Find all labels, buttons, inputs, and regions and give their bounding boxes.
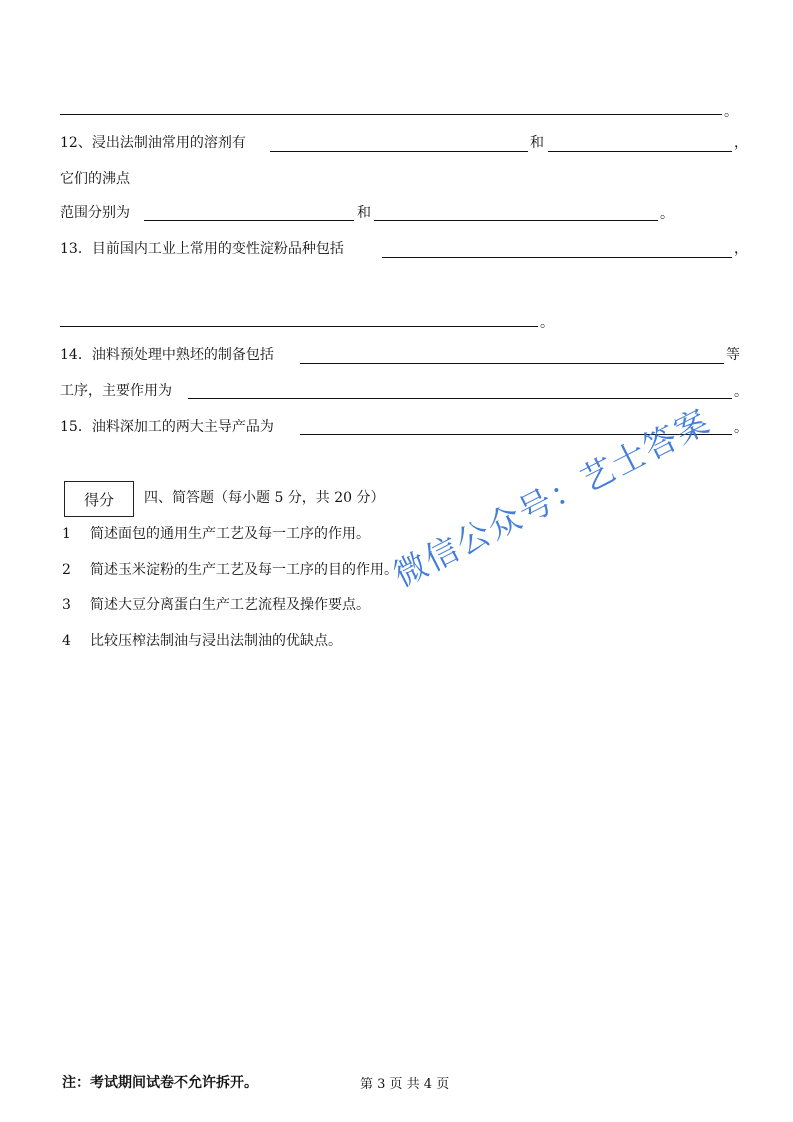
q12-line3-prefix: 范围分别为 xyxy=(60,205,130,221)
question-text: 简述面包的通用生产工艺及每一工序的作用。 xyxy=(90,526,370,542)
answer-blank[interactable] xyxy=(60,326,538,327)
answer-blank[interactable] xyxy=(188,398,732,399)
q14-line2-end: 。 xyxy=(734,384,748,400)
answer-blank[interactable] xyxy=(300,363,724,364)
q14-end: 等 xyxy=(726,347,740,363)
q14-line2-prefix: 工序，主要作用为 xyxy=(60,383,172,399)
q15-end: 。 xyxy=(734,420,748,436)
question-number: 2 xyxy=(62,562,71,578)
section-heading: 四、简答题（每小题 5 分，共 20 分） xyxy=(144,490,385,506)
question-text: 简述玉米淀粉的生产工艺及每一工序的目的作用。 xyxy=(90,562,398,578)
q12-prefix: 12、浸出法制油常用的溶剂有 xyxy=(60,135,246,151)
answer-blank[interactable] xyxy=(548,151,732,152)
answer-blank[interactable] xyxy=(374,220,658,221)
answer-blank[interactable] xyxy=(60,114,722,115)
q12-end: ， xyxy=(734,135,748,151)
q12-line3-and: 和 xyxy=(357,205,371,221)
watermark: 微信公众号：艺士答案 xyxy=(387,401,717,595)
period: 。 xyxy=(724,104,738,120)
answer-blank[interactable] xyxy=(144,220,354,221)
question-number: 3 xyxy=(62,597,71,613)
q15-prefix: 15．油料深加工的两大主导产品为 xyxy=(60,419,274,435)
q12-and: 和 xyxy=(530,135,544,151)
q13-line2-end: 。 xyxy=(540,315,554,331)
q12-line3-end: 。 xyxy=(660,206,674,222)
question-number: 1 xyxy=(62,526,71,542)
q13-end: ， xyxy=(734,241,748,257)
q14-prefix: 14．油料预处理中熟坯的制备包括 xyxy=(60,347,274,363)
footer-note: 注：考试期间试卷不允许拆开。 xyxy=(62,1075,258,1091)
question-number: 4 xyxy=(62,633,71,649)
page-number: 第 3 页 共 4 页 xyxy=(360,1077,450,1092)
q12-line2: 它们的沸点 xyxy=(60,171,130,187)
score-label: 得分 xyxy=(83,490,114,509)
score-box xyxy=(64,481,134,517)
answer-blank[interactable] xyxy=(270,151,528,152)
question-text: 简述大豆分离蛋白生产工艺流程及操作要点。 xyxy=(90,597,370,613)
q13-prefix: 13．目前国内工业上常用的变性淀粉品种包括 xyxy=(60,241,344,257)
answer-blank[interactable] xyxy=(382,257,732,258)
question-text: 比较压榨法制油与浸出法制油的优缺点。 xyxy=(90,633,342,649)
